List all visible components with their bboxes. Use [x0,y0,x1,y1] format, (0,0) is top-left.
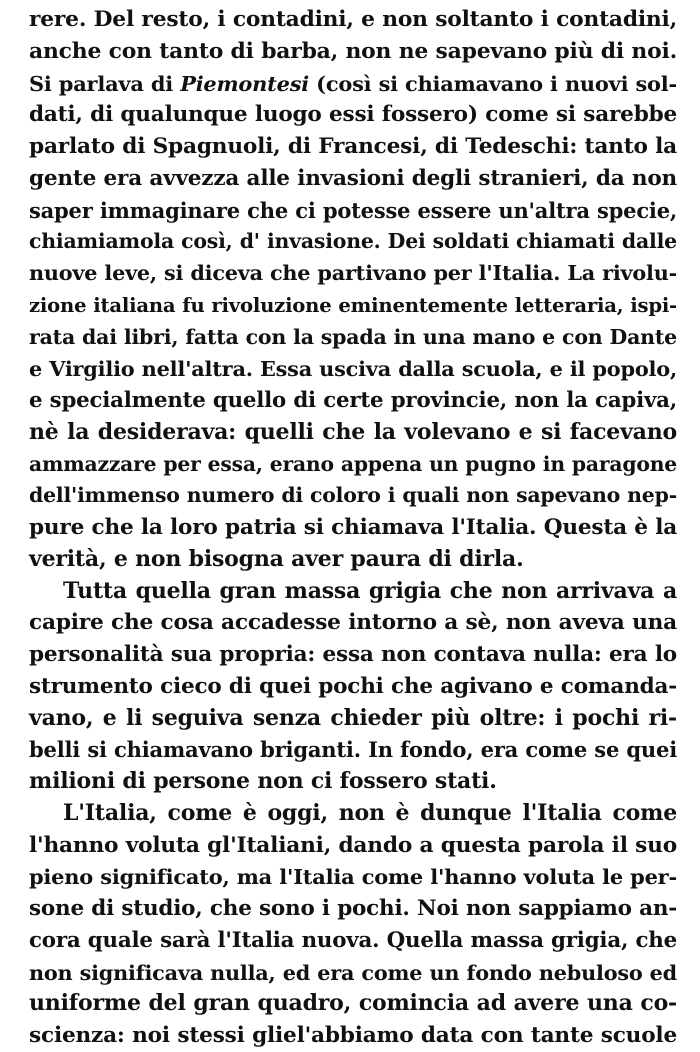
text-line: personalità sua propria: essa non contava nulla: era lo [29,642,677,667]
text-line: parlato di Spagnuoli, di Francesi, di Tedeschi: tanto la [29,134,677,159]
text-line: e Virgilio nell'altra. Essa usciva dalla scuola, e il popolo, [29,356,677,382]
text-line: pure che la loro patria si chiamava l'Italia. Questa è la [29,515,677,540]
text-line: verità, e non bisogna aver paura di dirla. [29,545,524,572]
text-line: milioni di persone non ci fossero stati. [29,768,497,794]
text-line: scienza: noi stessi gliel'abbiamo data con tante scuole [29,1023,677,1048]
text-line: nuove leve, si diceva che partivano per l'Italia. La rivolu- [29,261,677,285]
text-line: capire che cosa accadesse intorno a sè, non aveva una [29,610,677,636]
text-line: L'Italia, come è oggi, non è dunque l'Italia come [63,799,677,826]
text-line: sone di studio, che sono i pochi. Noi non sappiamo an- [29,896,677,921]
paragraph [29,4,677,576]
text-line: rere. Del resto, i contadini, e non soltanto i contadini, [29,7,677,32]
text-line: rata dai libri, fatta con la spada in una mano e con Dante [29,324,677,349]
text-line: vano, e li seguiva senza chieder più oltre: i pochi ri- [29,704,677,731]
text-line: anche con tanto di barba, non ne sapevano più di noi. [29,37,677,64]
text-line: chiamiamola così, d' invasione. Dei soldati chiamati dalle [29,229,677,254]
text-line [29,68,677,100]
text-line: Tutta quella gran massa grigia che non arrivava a [63,577,677,604]
text-line: cora quale sarà l'Italia nuova. Quella massa grigia, che [29,927,677,953]
text-line: belli si chiamavano briganti. In fondo, era come se quei [29,737,677,763]
paragraph [29,576,677,798]
italic-term: Piemontesi [180,70,309,96]
text-line: dati, di qualunque luogo essi fossero) come si sarebbe [29,102,677,128]
text-line: uniforme del gran quadro, comincia ad avere una co- [29,990,677,1017]
text-line: strumento cieco di quei pochi che agivano e comanda- [29,673,677,699]
text-line: non significava nulla, ed era come un fondo nebuloso ed [29,959,677,985]
book-page [29,4,677,1052]
text-line: pieno significato, ma l'Italia come l'hanno voluta le per- [29,864,677,890]
text-line: gente era avvezza alle invasioni degli stranieri, da non [29,165,677,191]
text-line: l'hanno voluta gl'Italiani, dando a questa parola il suo [29,832,677,858]
text-line: e specialmente quello di certe provincie, non la capiva, [29,388,677,413]
text-line: dell'immenso numero di coloro i quali non sapevano nep- [29,483,677,508]
text-line: zione italiana fu rivoluzione eminentemente letteraria, ispi- [29,293,677,317]
text-run: Si parlava di [29,70,181,96]
text-run: (così si chiamavano i nuovi sol- [309,70,677,96]
text-line: ammazzare per essa, erano appena un pugno in paragone [29,451,677,476]
text-line: nè la desiderava: quelli che la volevano e si facevano [29,418,677,445]
paragraph [29,798,677,1052]
text-line: saper immaginare che ci potesse essere un'altra specie, [29,197,677,223]
